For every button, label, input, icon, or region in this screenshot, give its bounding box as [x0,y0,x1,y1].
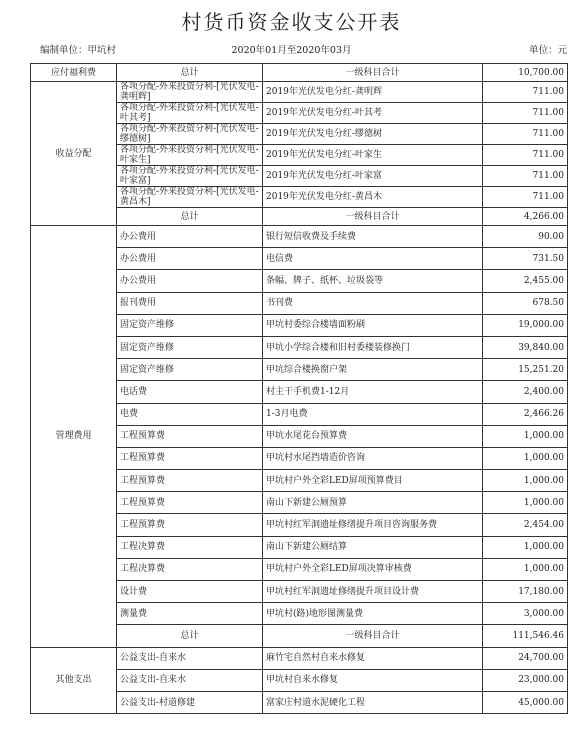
category-cell: 工程决算费 [117,558,263,580]
amount-cell: 90.00 [483,226,568,248]
amount-cell: 711.00 [483,103,568,124]
description-cell: 2019年光伏发电分红-叶家富 [263,166,483,187]
amount-cell: 1,000.00 [483,447,568,469]
amount-cell: 711.00 [483,187,568,208]
description-cell: 条幅、牌子、纸杯、垃圾袋等 [263,270,483,292]
category-cell: 办公费用 [117,270,263,292]
amount-cell: 1,000.00 [483,492,568,514]
category-cell: 工程预算费 [117,447,263,469]
group-name: 应付福利费 [31,64,117,82]
amount-cell: 678.50 [483,292,568,314]
category-cell: 电费 [117,403,263,425]
category-cell: 各项分配-外来投资分利-[光伏发电-黄昌木] [117,187,263,208]
amount-cell: 111,546.46 [483,625,568,647]
amount-cell: 711.00 [483,82,568,103]
ledger-table [30,63,568,714]
category-cell: 公益支出-村道修建 [117,691,263,713]
description-cell: 甲坑综合楼换窗户架 [263,359,483,381]
amount-cell: 2,400.00 [483,381,568,403]
description-cell: 书刊费 [263,292,483,314]
subtotal-label: 一级科目合计 [263,208,483,226]
amount-cell: 10,700.00 [483,64,568,82]
description-cell: 甲坑村委综合楼墙面粉刷 [263,314,483,336]
total-label: 总计 [117,625,263,647]
amount-cell: 711.00 [483,166,568,187]
description-cell: 麻竹宅自然村自来水修复 [263,647,483,669]
category-cell: 办公费用 [117,248,263,270]
table-row [31,82,568,103]
report-period: 2020年01月至2020年03月 [231,45,352,56]
category-cell: 固定资产维修 [117,336,263,358]
description-cell: 2019年光伏发电分红-叶其考 [263,103,483,124]
amount-cell: 4,266.00 [483,208,568,226]
description-cell: 银行短信收费及手续费 [263,226,483,248]
category-cell: 工程预算费 [117,470,263,492]
currency-unit: 单位：元 [528,45,567,56]
subtotal-label: 一级科目合计 [263,625,483,647]
amount-cell: 23,000.00 [483,669,568,691]
amount-cell: 45,000.00 [483,691,568,713]
category-cell: 固定资产维修 [117,359,263,381]
description-cell: 2019年光伏发电分红-叶家生 [263,145,483,166]
table-row [31,226,568,248]
description-cell: 甲坑村(路)地形图测量费 [263,603,483,625]
category-cell: 测量费 [117,603,263,625]
category-cell: 电话费 [117,381,263,403]
category-cell: 各项分配-外来投资分利-[光伏发电-叶其考] [117,103,263,124]
description-cell: 甲坑村水尾挡墙造价咨询 [263,447,483,469]
description-cell: 甲坑水尾花台预算费 [263,425,483,447]
amount-cell: 24,700.00 [483,647,568,669]
total-label: 总计 [117,64,263,82]
amount-cell: 39,840.00 [483,336,568,358]
amount-cell: 17,180.00 [483,581,568,603]
description-cell: 2019年光伏发电分红-缪德树 [263,124,483,145]
category-cell: 工程预算费 [117,514,263,536]
table-row [31,64,568,82]
category-cell: 公益支出-自来水 [117,647,263,669]
amount-cell: 1,000.00 [483,470,568,492]
description-cell: 富家庄村道水泥硬化工程 [263,691,483,713]
category-cell: 工程决算费 [117,536,263,558]
description-cell: 村主干手机费1-12月 [263,381,483,403]
description-cell: 甲坑村户外全彩LED屏项预算费目 [263,470,483,492]
table-row [31,647,568,669]
category-cell: 公益支出-自来水 [117,669,263,691]
category-cell: 工程预算费 [117,425,263,447]
amount-cell: 2,455.00 [483,270,568,292]
category-cell: 办公费用 [117,226,263,248]
description-cell: 电信费 [263,248,483,270]
category-cell: 各项分配-外来投资分利-[光伏发电-叶家生] [117,145,263,166]
category-cell: 各项分配-外来投资分利-[光伏发电-叶家富] [117,166,263,187]
description-cell: 2019年光伏发电分红-龚明辉 [263,82,483,103]
page-title: 村货币资金收支公开表 [181,10,402,34]
category-cell: 工程预算费 [117,492,263,514]
description-cell: 甲坑村红军洞遗址修缮提升项目设计费 [263,581,483,603]
amount-cell: 2,466.26 [483,403,568,425]
description-cell: 南山下新建公厕结算 [263,536,483,558]
group-name: 管理费用 [31,226,117,648]
amount-cell: 2,454.00 [483,514,568,536]
description-cell: 甲坑村自来水修复 [263,669,483,691]
category-cell: 固定资产维修 [117,314,263,336]
amount-cell: 15,251.20 [483,359,568,381]
amount-cell: 19,000.00 [483,314,568,336]
category-cell: 各项分配-外来投资分利-[光伏发电-龚明辉] [117,82,263,103]
amount-cell: 1,000.00 [483,536,568,558]
category-cell: 设计费 [117,581,263,603]
category-cell: 各项分配-外来投资分利-[光伏发电-缪德树] [117,124,263,145]
amount-cell: 1,000.00 [483,425,568,447]
amount-cell: 3,000.00 [483,603,568,625]
amount-cell: 731.50 [483,248,568,270]
category-cell: 报刊费用 [117,292,263,314]
description-cell: 1-3月电费 [263,403,483,425]
description-cell: 甲坑村红军洞遗址修缮提升项目咨询服务费 [263,514,483,536]
subtotal-label: 一级科目合计 [263,64,483,82]
description-cell: 甲坑小学综合楼和旧村委楼装修换门 [263,336,483,358]
amount-cell: 711.00 [483,124,568,145]
total-label: 总计 [117,208,263,226]
compiling-unit: 编制单位：甲坑村 [40,45,117,56]
description-cell: 甲坑村户外全彩LED屏项决算审核费 [263,558,483,580]
description-cell: 南山下新建公厕预算 [263,492,483,514]
amount-cell: 711.00 [483,145,568,166]
group-name: 其他支出 [31,647,117,714]
description-cell: 2019年光伏发电分红-黄昌木 [263,187,483,208]
group-name: 收益分配 [31,82,117,226]
amount-cell: 1,000.00 [483,558,568,580]
